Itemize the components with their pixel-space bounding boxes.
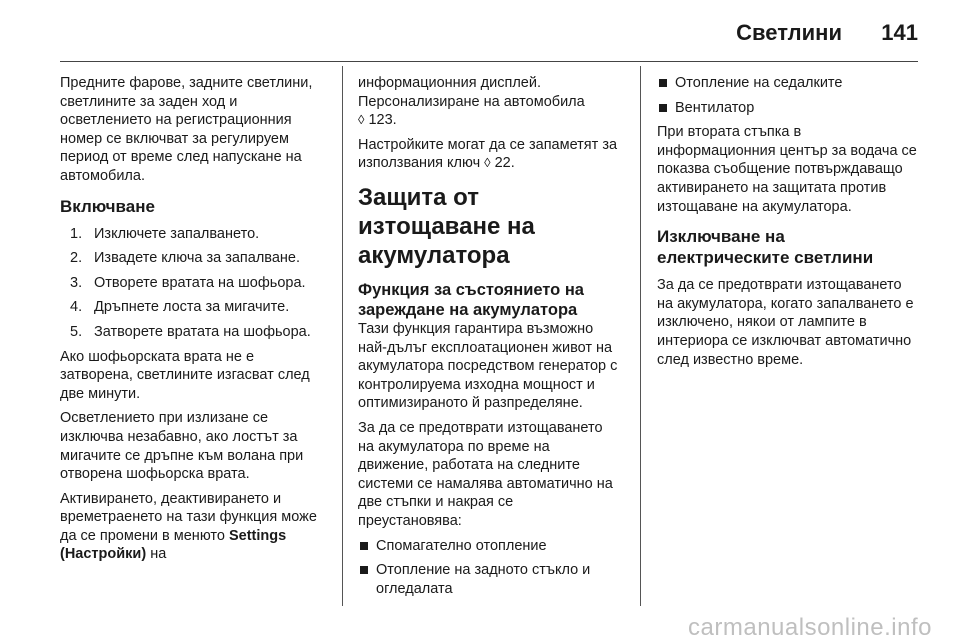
step-text: Изключете запалването.: [94, 225, 260, 242]
list-item-text: Отопление на седалките: [675, 75, 843, 91]
list-item: [60, 225, 322, 244]
step-text: Извадете ключа за запалване.: [94, 250, 300, 267]
list-item: [657, 99, 919, 118]
paragraph: [358, 136, 620, 173]
column-2: [358, 74, 620, 604]
intro-paragraph: Предните фарове, задните светлини, светлините за заден ход и осветлението на регистрационния номер се включват за регулируем период от време след напускане на автомобила.: [60, 75, 313, 184]
list-item: [60, 298, 322, 317]
steps-list: [60, 225, 322, 342]
step-text: Отворете вратата на шофьора.: [94, 274, 306, 291]
step-number: 4.: [70, 299, 83, 316]
section-heading-switch-off-lights: Изключване на електрическите светлини: [657, 227, 874, 268]
page-reference-icon: ◊: [484, 155, 491, 171]
paragraph: Ако шофьорската врата не е затворена, светлините изгасват след две минути.: [60, 348, 310, 402]
page-reference-icon: ◊: [358, 112, 365, 128]
paragraph: При втората стъпка в информационния център за водача се показва съобщение потвърждаващо активирането на защитата против изтощаване на акумулатора.: [657, 124, 917, 215]
list-item-text: Спомагателно отопление: [376, 537, 547, 554]
list-item: [60, 249, 322, 268]
step-number: 2.: [70, 250, 83, 267]
header-rule: [60, 61, 918, 62]
paragraph: Тази функция гарантира възможно най-дълъг експлоатационен живот на акумулатора посредством генератор с контролируема изходна мощност и оптимизираното й разпределяне.: [358, 320, 618, 412]
paragraph: За да се предотврати изтощаването на акумулатора по време на движение, работата на следните системи се намалява автоматично на две стъпки и накрая се преустановява:: [358, 419, 613, 529]
watermark: carmanualsonline.info: [688, 614, 932, 641]
column-3: [657, 74, 919, 375]
systems-list-continued: [657, 74, 919, 117]
subsection-heading-charge-function: Функция за състоянието на зареждане на акумулатора: [358, 280, 584, 319]
step-number: 5.: [70, 323, 83, 340]
list-item: [60, 274, 322, 293]
paragraph-text: на: [146, 546, 167, 563]
list-item: [358, 561, 620, 598]
bullet-square-icon: [360, 542, 368, 550]
column-1: [60, 74, 322, 570]
systems-list: [358, 537, 620, 599]
list-item-text: Отопление на задното стъкло и огледалата: [376, 562, 591, 597]
step-number: 3.: [70, 274, 83, 291]
list-item: [657, 74, 919, 93]
paragraph: [60, 490, 322, 564]
list-item-text: Вентилатор: [675, 99, 755, 116]
paragraph-text: Активирането, деактивирането и времетраенето на тази функция може да се промени в менюто: [60, 490, 317, 544]
section-heading-battery-protection: Защита от изтощаване на акумулатора: [358, 183, 535, 269]
bullet-square-icon: [360, 566, 368, 574]
section-heading-switch-on: Включване: [60, 196, 155, 216]
step-number: 1.: [70, 225, 83, 242]
step-text: Затворете вратата на шофьора.: [94, 323, 311, 340]
page-title: Светлини: [736, 20, 842, 45]
page-header: [0, 14, 960, 54]
bullet-square-icon: [659, 79, 667, 87]
list-item: [60, 323, 322, 342]
paragraph-text: Настройките могат да се запаметят за използвания ключ: [358, 136, 618, 172]
page-number: 141: [881, 20, 918, 45]
bullet-square-icon: [659, 104, 667, 112]
column-divider-2: [640, 66, 641, 606]
column-divider-1: [342, 66, 343, 606]
settings-menu-label: Settings (Настройки): [60, 527, 287, 563]
paragraph: Осветлението при излизане се изключва незабавно, ако лостът за мигачите се дръпне към волана при отворена шофьорска врата.: [60, 410, 304, 483]
paragraph: [358, 74, 620, 130]
paragraph: За да се предотврати изтощаването на акумулатора, когато запалването е изключено, някои от лампите в интериора се изключват автоматично след известно време.: [657, 277, 914, 368]
list-item: [358, 537, 620, 556]
page-reference: 22.: [490, 155, 515, 172]
step-text: Дръпнете лоста за мигачите.: [94, 299, 290, 316]
paragraph-text: информационния дисплей.: [358, 75, 541, 91]
paragraph-text: Персонализиране на автомобила: [358, 93, 585, 110]
page-reference: 123.: [364, 112, 397, 129]
